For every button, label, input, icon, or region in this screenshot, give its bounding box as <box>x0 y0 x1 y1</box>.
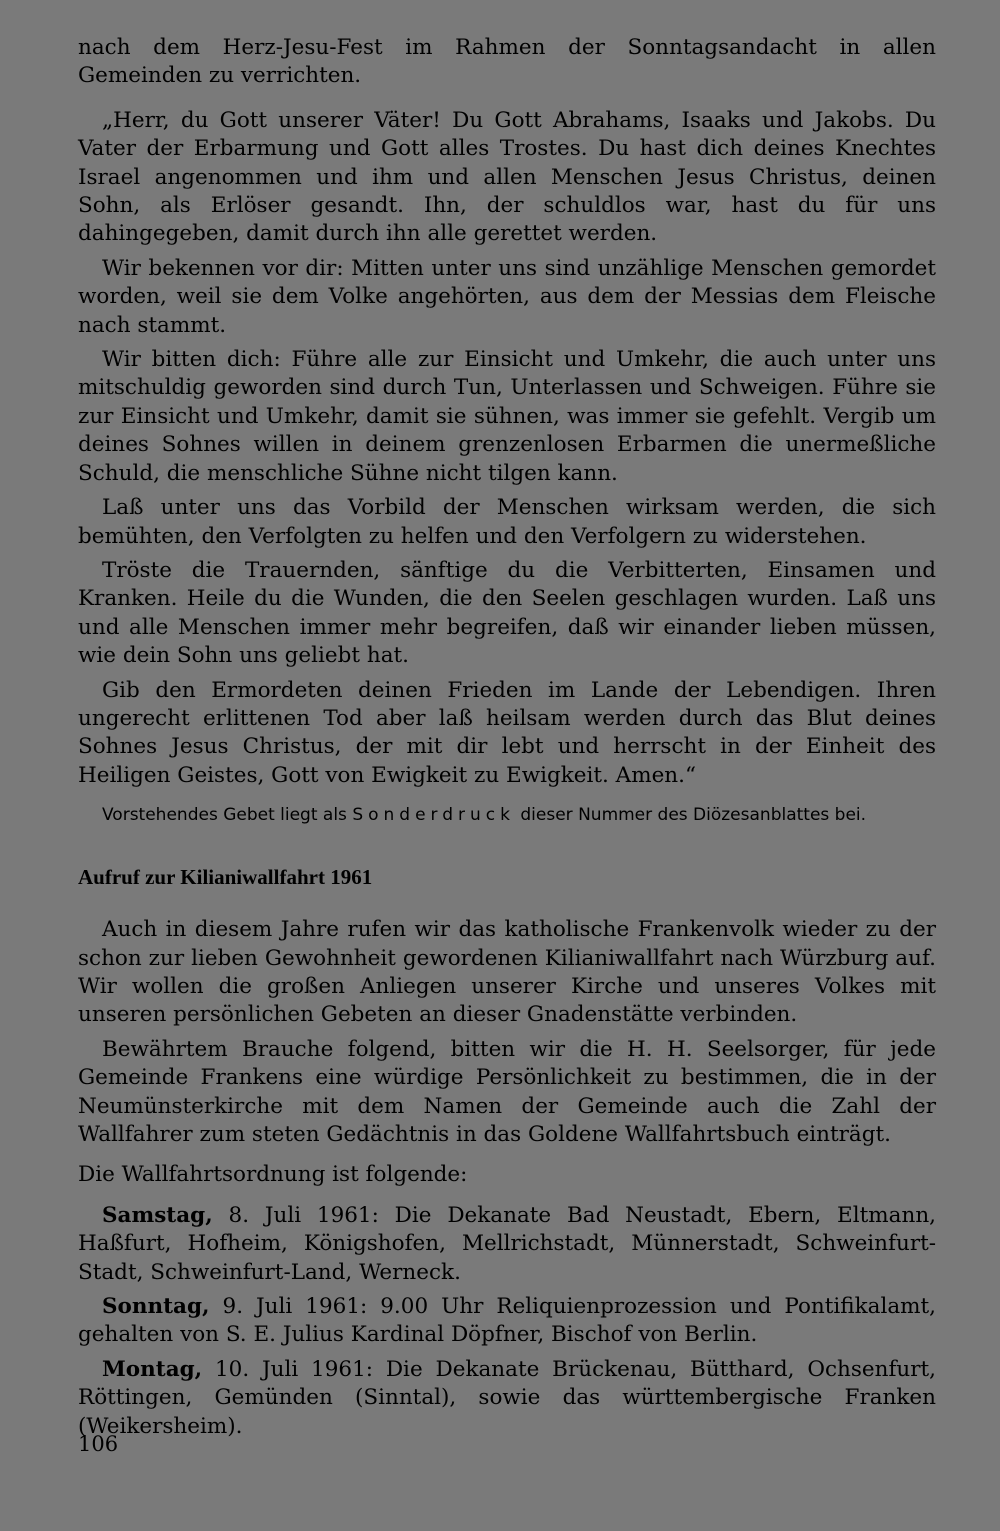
schedule-item-sunday <box>78 1293 936 1350</box>
prayer-paragraph-1: „Herr, du Gott unserer Väter! Du Gott Abrahams, Isaaks und Jakobs. Du Vater der Erbarmung und Gott alles Trostes. Du hast dich deines Knechtes Israel angenommen und ihm und allen Menschen Jesus Christus, deinen Sohn, als Erlöser gesandt. Ihn, der schuldlos war, hast du für uns dahingegeben, damit durch ihn alle gerettet werden. <box>78 107 936 247</box>
schedule-text: 9. Juli 1961: 9.00 Uhr Reliquienprozession und Pontifikalamt, gehalten von S. E. Julius Kardinal Döpfner, Bischof von Berlin. <box>78 1294 936 1348</box>
section-heading: Aufruf zur Kilianiwallfahrt 1961 <box>78 865 373 890</box>
prayer-paragraph-6: Gib den Ermordeten deinen Frieden im Lande der Lebendigen. Ihren ungerecht erlittenen Tod aber laß heilsam werden durch das Blut deines Sohnes Jesus Christus, der mit dir lebt und herrscht in der Einheit des Heiligen Geistes, Gott von Ewigkeit zu Ewigkeit. Amen.“ <box>78 677 936 788</box>
footnote-sonderdruck <box>78 804 936 827</box>
schedule-item-saturday <box>78 1202 936 1287</box>
prayer-paragraph-4: Laß unter uns das Vorbild der Menschen wirksam werden, die sich bemühten, den Verfolgten zu helfen und den Verfolgern zu widerstehen. <box>78 495 936 549</box>
schedule-day: Sonntag, <box>102 1294 210 1320</box>
note-after: dieser Nummer des Diözesanblattes bei. <box>520 805 867 826</box>
prayer-paragraph-5: Tröste die Trauernden, sänftige du die Verbitterten, Einsamen und Kranken. Heile du die Wunden, die den Seelen geschlagen wurden. Laß uns und alle Menschen immer mehr begreifen, daß wir einander lieben müssen, wie dein Sohn uns geliebt hat. <box>78 557 936 669</box>
prayer-paragraph-2: Wir bekennen vor dir: Mitten unter uns sind unzählige Menschen gemordet worden, weil sie dem Volke angehörten, aus dem der Messias dem Fleische nach stammt. <box>78 255 936 338</box>
schedule-intro: Die Wallfahrtsordnung ist folgende: <box>78 1162 468 1188</box>
schedule-day: Samstag, <box>102 1202 213 1228</box>
prayer-paragraph-3: Wir bitten dich: Führe alle zur Einsicht und Umkehr, die auch unter uns mitschuldig geworden sind durch Tun, Unterlassen und Schweigen. Führe sie zur Einsicht und Umkehr, damit sie sühnen, was immer sie gefehlt. Vergib um deines Sohnes willen in deinem grenzenlosen Erbarmen die unermeßliche Schuld, die menschliche Sühne nicht tilgen kann. <box>78 347 936 486</box>
paragraph-intro: nach dem Herz-Jesu-Fest im Rahmen der Sonntagsandacht in allen Gemeinden zu verrichten. <box>78 35 936 89</box>
schedule-text: 10. Juli 1961: Die Dekanate Brückenau, Bütthard, Ochsenfurt, Röttingen, Gemünden (Sinntal), sowie das württembergische Franken (Weikersheim). <box>78 1356 936 1439</box>
schedule-item-monday <box>78 1356 936 1441</box>
pilgrimage-paragraph-2: Bewährtem Brauche folgend, bitten wir die H. H. Seelsorger, für jede Gemeinde Frankens eine würdige Persönlichkeit zu bestimmen, die in der Neumünsterkirche mit dem Namen der Gemeinde auch die Zahl der Wallfahrer zum steten Gedächtnis in das Goldene Wallfahrtsbuch einträgt. <box>78 1036 936 1147</box>
schedule-text: 8. Juli 1961: Die Dekanate Bad Neustadt, Ebern, Eltmann, Haßfurt, Hofheim, Königshofen, Mellrichstadt, Münnerstadt, Schweinfurt-Stadt, Schweinfurt-Land, Werneck. <box>78 1202 936 1285</box>
page-number: 106 <box>78 1432 119 1456</box>
schedule-day: Montag, <box>102 1356 203 1382</box>
document-page <box>78 34 936 1441</box>
note-before: Vorstehendes Gebet liegt als <box>102 805 347 826</box>
note-spaced-word: Sonderdruck <box>352 805 515 826</box>
pilgrimage-paragraph-1: Auch in diesem Jahre rufen wir das katholische Frankenvolk wieder zu der schon zur lieben Gewohnheit gewordenen Kilianiwallfahrt nach Würzburg auf. Wir wollen die großen Anliegen unserer Kirche und unseres Volkes mit unseren persönlichen Gebeten an dieser Gnadenstätte verbinden. <box>78 917 936 1028</box>
